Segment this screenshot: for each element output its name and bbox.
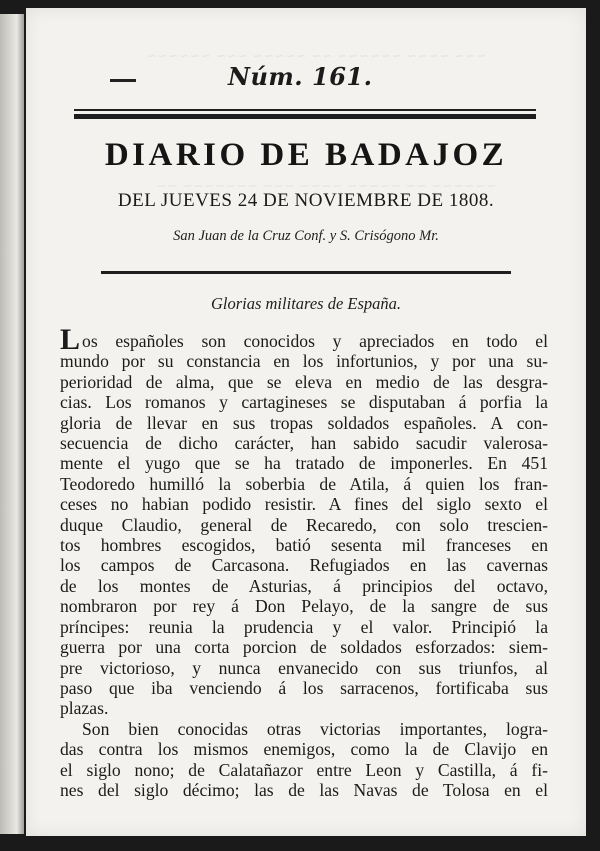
drop-cap: L bbox=[60, 323, 81, 356]
text-line: plazas. bbox=[60, 698, 109, 719]
newspaper-title: DIARIO DE BADAJOZ bbox=[104, 137, 508, 173]
text-line: pre victorioso, y nunca envanecido con sus triunfos, al bbox=[60, 657, 548, 678]
text-line: príncipes: reunia la prudencia y el valor. Principió la bbox=[60, 616, 548, 637]
text-line: los campos de Carcasona. Refugiados en las cavernas bbox=[60, 555, 548, 576]
article-title: Glorias militares de España. bbox=[210, 294, 402, 313]
text-line: ceses no habian podido resistir. A fines del siglo sexto el bbox=[60, 494, 548, 515]
text-line: mente el yugo que se ha tratado de imponerles. En 451 bbox=[60, 453, 548, 474]
text-line: das contra los mismos enemigos, como la de Clavijo en bbox=[60, 739, 548, 760]
text-line: nombraron por rey á Don Pelayo, de la sangre de sus bbox=[60, 596, 548, 617]
header-rule bbox=[101, 271, 511, 274]
text-line: guerra por una corta porcion de soldados esforzados: siem- bbox=[60, 637, 548, 658]
facing-page-edge bbox=[0, 14, 24, 834]
text-line: Son bien conocidas otras victorias importantes, logra- bbox=[82, 718, 548, 739]
show-through-texture: ~~~~~~ ~~ ~~~~~ ~~~~ ~~~ ~~~~~~~ ~~ bbox=[156, 179, 497, 194]
text-line: duque Claudio, general de Recaredo, con solo trescien- bbox=[60, 514, 548, 535]
text-line: Teodoredo humilló la soberbia de Atila, á quien los fran- bbox=[60, 473, 548, 494]
folio-dash-mark bbox=[110, 79, 136, 82]
text-line: perioridad de alma, que se eleva en medio de las desgra- bbox=[60, 371, 548, 392]
text-line: cias. Los romanos y cartagineses se disputaban á porfia la bbox=[60, 392, 548, 413]
saints-of-day: San Juan de la Cruz Conf. y S. Crisógono Mr. bbox=[173, 228, 439, 244]
text-line: gloria de llevar en sus tropas soldados españoles. A con- bbox=[60, 412, 548, 433]
text-line: el siglo nono; de Calatañazor entre Leon y Castilla, á fi- bbox=[60, 759, 548, 780]
issue-number: Núm. 161. bbox=[228, 62, 373, 91]
header-double-rule bbox=[74, 109, 536, 120]
text-line: Los españoles son conocidos y apreciados en todo el bbox=[60, 323, 548, 356]
text-line: de los montes de Asturias, á principios del octavo, bbox=[60, 575, 548, 596]
text-line: mundo por su constancia en los infortunios, y por una su- bbox=[60, 351, 548, 372]
newspaper-page bbox=[26, 8, 586, 836]
text-line: paso que iba venciendo á los sarracenos, fortificaba sus bbox=[60, 677, 548, 698]
show-through-texture: ~~~ ~~~~ ~~~~~~ ~~ ~~~~~ ~~~ ~~~~~~ bbox=[146, 49, 487, 64]
text-line: tos hombres escogidos, batió sesenta mil franceses en bbox=[60, 535, 548, 556]
text-line: nes del siglo décimo; las de las Navas de Tolosa en el bbox=[60, 779, 548, 800]
article-body bbox=[60, 323, 548, 800]
text-line: secuencia de dicho carácter, han sabido sacudir valerosa- bbox=[60, 433, 548, 454]
dateline: DEL JUEVES 24 DE NOVIEMBRE DE 1808. bbox=[117, 190, 495, 211]
